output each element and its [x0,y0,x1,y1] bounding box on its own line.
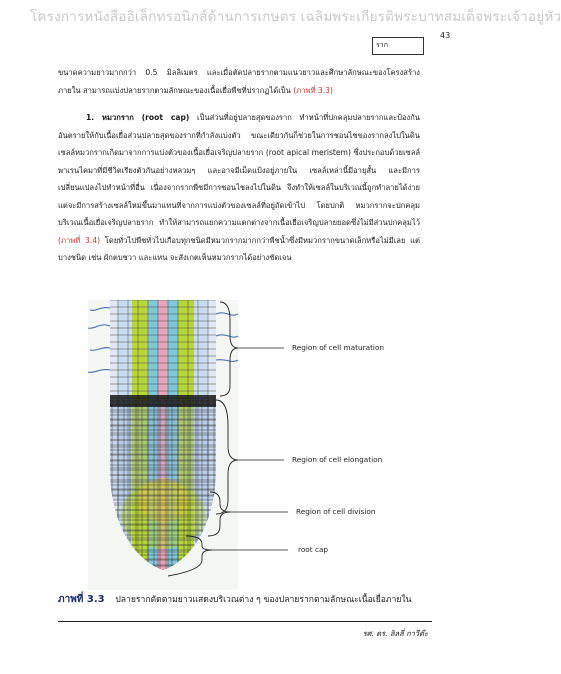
chapter-tag-text: ราก [376,41,388,49]
author-credit: รศ. ดร. ลิลลี่ กาวีต๊ะ [362,629,428,638]
caption-number [58,594,105,605]
caption-label: ภาพที่ [58,594,84,605]
figure-caption [58,592,438,607]
book-series-header: โครงการหนังสืออิเล็กทรอนิกส์ด้านการเกษตร เฉลิมพระเกียรติพระบาทสมเด็จพระเจ้าอยู่หัว [30,9,561,25]
footer-divider [58,621,432,622]
figure-ref-3-4[interactable]: (ภาพที่ 3.4) [58,235,101,245]
label-root-cap: root cap [298,545,329,554]
root-tip-figure [88,300,418,590]
root-cap-paragraph [58,109,420,267]
caption-text: ปลายรากตัดตามยาวแสดงบริเวณต่าง ๆ ของปลายรากตามลักษณะเนื้อเยื่อภายใน [115,595,412,605]
root-cap-text-a: เป็นส่วนที่อยู่ปลายสุดของราก ทำหน้าที่ปกคลุมปลายรากและป้องกันอันตรายให้กับเนื้อเยื่อส่วนปลายสุดของรากที่กำลังแบ่งตัว ขณะเดียวกันก็ช่วยในการชอนไชของรากลงไปในดิน เซลล์หมวกรากเกิดมาจากการแบ่งตัวของเนื้อเยื่อเจริญปลายราก (root apical meristem) ซึ่งประกอบด้วยเซลล์พาเรนไคมาที่มีชีวิตเรียงตัวกันอย่างหลวมๆ และอาจมีเม็ดแป้งอยู่ภายใน เซลล์เหล่านี้มีอายุสั้น และมีการเปลี่ยนแปลงไปทำหน้าที่อื่น เนื่องจากรากพืชมีการชอนไชลงไปในดิน จึงทำให้เซลล์ในบริเวณนี้ถูกทำลายได้ง่าย แต่จะมีการสร้างเซลล์ใหม่ขึ้นมาแทนที่จากการแบ่งตัวของเซลล์ที่อยู่ถัดเข้าไป โดยปกติ หมวกรากจะปกคลุมบริเวณเนื้อเยื่อเจริญปลายราก ทำให้สามารถแยกความแตกต่างจากเนื้อเยื่อเจริญปลายยอดซึ่งไม่มีส่วนปกคลุมไว้ [58,113,420,227]
figure-ref-3-3[interactable]: (ภาพที่ 3.3) [293,85,333,95]
root-cap-text-b: โดยทั่วไปพืชทั่วไปเกือบทุกชนิดมีหมวกรากมากกว่าพืชน้ำซึ่งมีหมวกรากขนาดเล็กหรือไม่มีเลย แต่บางชนิด เช่น ผักตบชวา และแหน จะสังเกตเห็นหมวกรากได้อย่างชัดเจน [58,235,420,262]
chapter-tag [372,37,424,55]
label-cell-division: Region of cell division [296,507,376,516]
root-cap-heading: 1. หมวกราก (root cap) [86,113,190,122]
label-cell-elongation: Region of cell elongation [292,455,383,464]
caption-number-value: 3.3 [86,594,105,605]
label-cell-maturation: Region of cell maturation [292,343,385,352]
intro-paragraph [58,64,420,99]
page-number: 43 [440,31,451,40]
intro-text: ขนาดความยาวมากกว่า 0.5 มิลลิเมตร และเมื่อตัดปลายรากตามแนวยาวและศึกษาลักษณะของโครงสร้างภายใน สามารถแบ่งปลายรากตามลักษณะของเนื้อเยื่อพืชที่ปรากฏได้เป็น [58,68,420,95]
